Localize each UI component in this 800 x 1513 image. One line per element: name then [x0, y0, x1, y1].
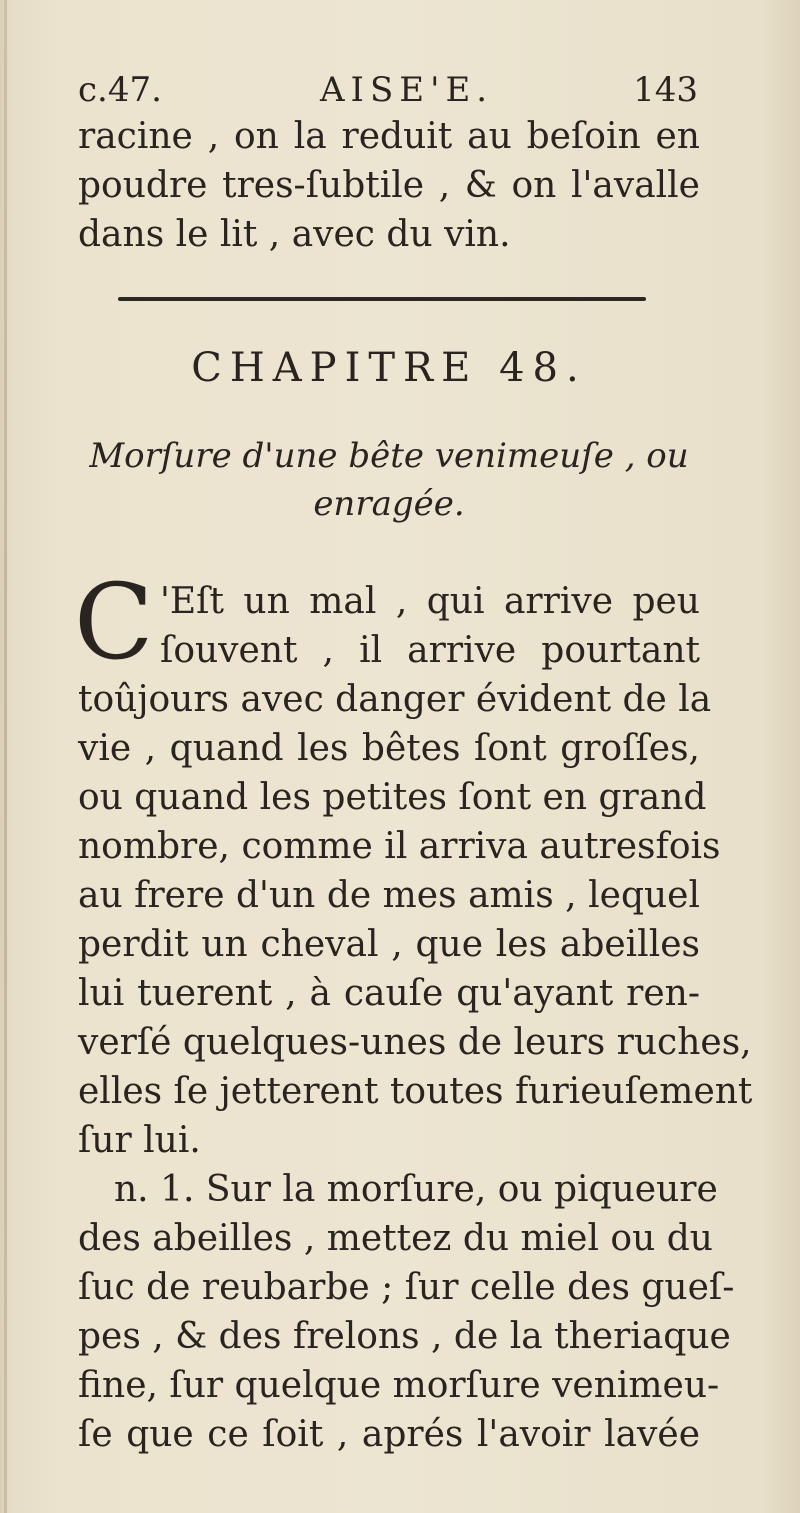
running-title: AISE'E.: [320, 70, 494, 110]
text-line: ou quand les petites ſont en grand: [78, 777, 707, 818]
text-line: fine, ſur quelque morſure venimeu-: [78, 1365, 720, 1406]
text-line: elles ſe jetterent toutes furieuſement: [78, 1071, 753, 1112]
text-line: lui tuerent , à cauſe qu'ayant ren-: [78, 973, 700, 1014]
text-line: poudre tres-ſubtile , & on l'avalle: [78, 165, 700, 206]
text-line: nombre, comme il arriva autresfois: [78, 826, 721, 867]
drop-cap: C: [74, 561, 154, 683]
text-line: n. 1. Sur la morſure, ou piqueure: [114, 1169, 718, 1210]
text-line: 'Eſt un mal , qui arrive peu: [160, 581, 700, 622]
section-divider-rule: [118, 297, 646, 301]
text-line: racine , on la reduit au beſoin en: [78, 116, 700, 157]
text-line: verſé quelques-unes de leurs ruches,: [78, 1022, 752, 1063]
paragraph-opening-lines: [160, 577, 700, 675]
text-line: toûjours avec danger évident de la: [78, 679, 712, 720]
text-line: vie , quand les bêtes ſont groſſes,: [78, 728, 700, 769]
page-number: 143: [633, 70, 698, 110]
text-line: ſouvent , il arrive pourtant: [160, 630, 700, 671]
text-line: perdit un cheval , que les abeilles: [78, 924, 700, 965]
paragraph-body: [78, 675, 753, 1165]
text-line: ſuc de reubarbe ; ſur celle des gueſ-: [78, 1267, 735, 1308]
subtitle-line: enragée.: [313, 484, 465, 524]
chapter-subtitle: [78, 432, 700, 528]
subtitle-line: Morſure d'une bête venimeuſe , ou: [89, 436, 689, 476]
text-line: pes , & des frelons , de la theriaque: [78, 1316, 731, 1357]
continuation-paragraph: [78, 112, 700, 259]
text-line: des abeilles , mettez du miel ou du: [78, 1218, 713, 1259]
text-line: ſe que ce ſoit , aprés l'avoir lavée: [78, 1414, 700, 1455]
page-gutter: [4, 0, 7, 1513]
section-reference: c.47.: [78, 70, 162, 110]
paragraph-remedy: [78, 1165, 735, 1459]
text-line: ſur lui.: [78, 1120, 201, 1161]
text-line: au frere d'un de mes amis , lequel: [78, 875, 700, 916]
text-line: dans le lit , avec du vin.: [78, 214, 511, 255]
chapter-heading: CHAPITRE 48.: [191, 345, 587, 391]
running-head: [78, 68, 698, 112]
